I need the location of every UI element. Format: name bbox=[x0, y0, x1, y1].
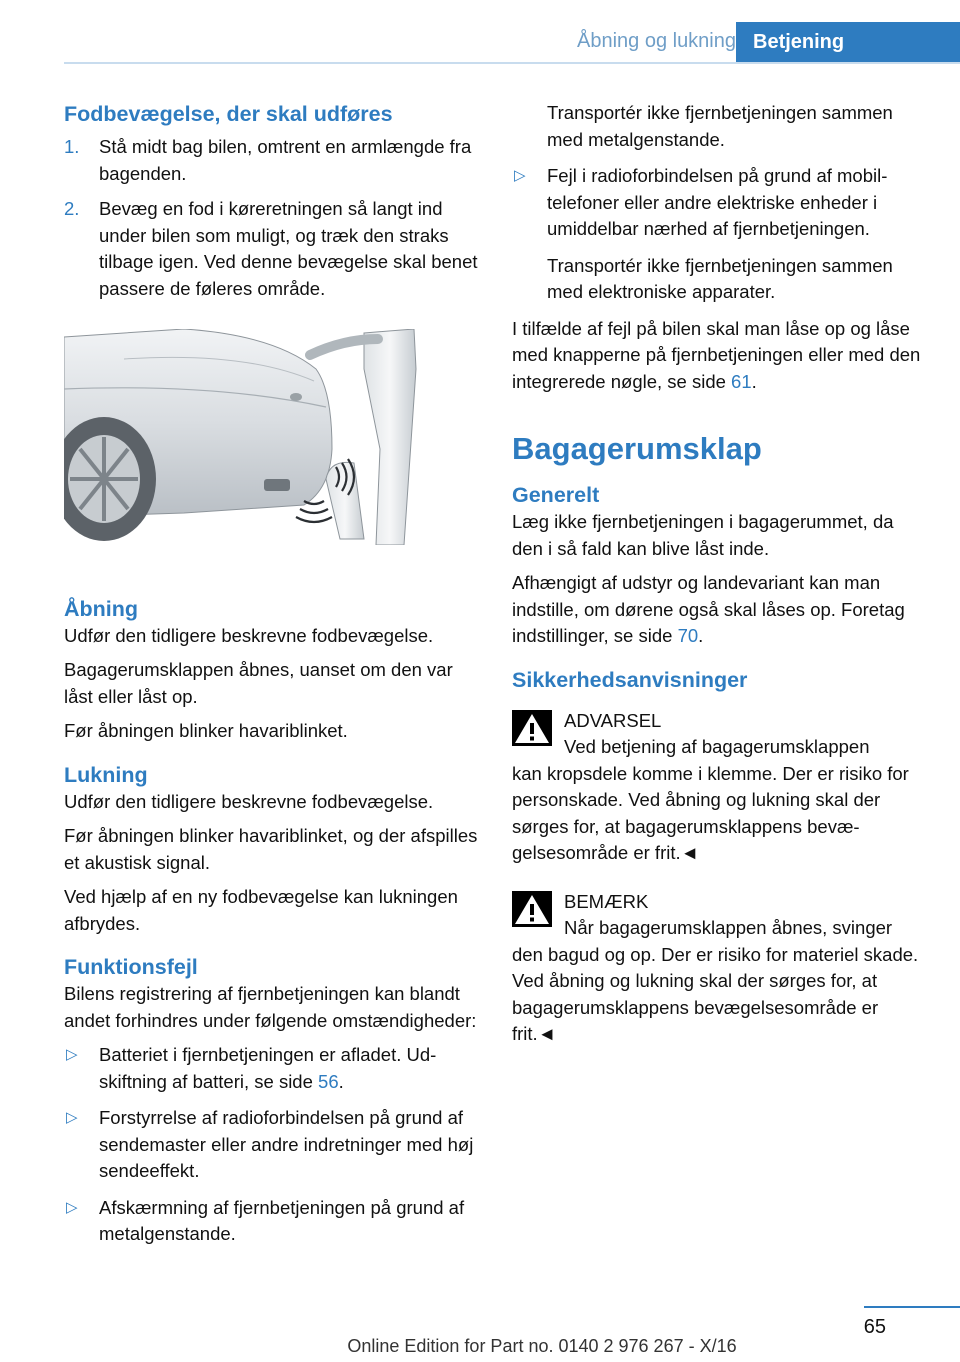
opening-text-3: Før åbningen blinker havariblinket. bbox=[64, 720, 348, 741]
bullet-item bbox=[64, 1105, 482, 1185]
header-divider bbox=[64, 62, 960, 64]
steps-list bbox=[64, 134, 482, 302]
bullet-text: Batteriet i fjernbetjeningen er afladet. Udskiftning af batteri, se side bbox=[99, 1044, 437, 1092]
warning-block bbox=[512, 708, 926, 867]
header-section-title: Åbning og lukning bbox=[576, 30, 736, 52]
page-link-56[interactable]: 56 bbox=[318, 1070, 339, 1092]
step-item bbox=[64, 196, 482, 302]
period: . bbox=[698, 625, 704, 646]
malfunction-text: Bilens registrering af fjernbetjeningen kan blandt andet forhindres under følgende omstændigheder: bbox=[64, 983, 477, 1031]
header-chapter-tab: Betjening bbox=[736, 22, 960, 63]
warning-triangle-icon bbox=[512, 891, 552, 927]
notice-text-first-line: Når bagagerumsklappen åbnes, svinger bbox=[564, 917, 893, 938]
closing-text-2: Før åbningen blinker havariblinket, og der afspilles et akustisk signal. bbox=[64, 825, 478, 873]
page-number: 65 bbox=[863, 1316, 886, 1338]
notice-text: den bagud og op. Der er risiko for materiel skade. Ved åbning og lukning skal der sørges for, at bagagerumsklappens bevægelsesområde er frit.◄ bbox=[512, 943, 919, 1044]
triangle-bullet-icon: ▷ bbox=[514, 167, 526, 184]
heading-general: Generelt bbox=[512, 483, 600, 507]
fault-fallback-body: I tilfælde af fejl på bilen skal man låse op og låse med knapperne på fjernbetjeningen eller med den integrerede nøgle, se side bbox=[512, 317, 921, 392]
warning-text: kan kropsdele komme i klemme. Der er risiko for personskade. Ved åbning og lukning skal der sørges for, at bagagerumsklappens bevægelsesområde er frit.◄ bbox=[512, 762, 909, 863]
bullet-text: Fejl i radioforbindelsen på grund af mobiltelefoner eller andre elektriske enheder i umiddelbar nærhed af fjernbetjeningen. bbox=[547, 165, 888, 239]
bullet-continuation: Transportér ikke fjernbetjeningen sammen med metalgenstande. bbox=[547, 102, 893, 150]
heading-malfunction: Funktionsfejl bbox=[64, 955, 198, 979]
warning-text-first-line: Ved betjening af bagagerumsklappen bbox=[564, 736, 870, 757]
page-link-61[interactable]: 61 bbox=[731, 370, 752, 392]
general-text-2 bbox=[512, 570, 926, 650]
right-column bbox=[512, 100, 926, 1062]
heading-opening: Åbning bbox=[64, 596, 139, 621]
closing-text-3: Ved hjælp af en ny fodbevægelse kan lukningen afbrydes. bbox=[64, 886, 458, 934]
opening-text-2: Bagagerumsklappen åbnes, uanset om den var låst eller låst op. bbox=[64, 659, 453, 707]
step-number: 2. bbox=[64, 198, 80, 219]
triangle-bullet-icon: ▷ bbox=[66, 1046, 78, 1063]
period: . bbox=[338, 1070, 344, 1092]
step-item bbox=[64, 134, 482, 187]
opening-text-1: Udfør den tidligere beskrevne fodbevægelse. bbox=[64, 624, 434, 646]
kick-sensor-illustration bbox=[64, 329, 420, 545]
period: . bbox=[751, 370, 757, 392]
notice-title: BEMÆRK bbox=[564, 890, 649, 912]
heading-foot-movement: Fodbevægelse, der skal udføres bbox=[64, 102, 393, 126]
bullet-item bbox=[64, 1195, 482, 1248]
bullet-text: Forstyrrelse af radioforbindelsen på grund af sendemaster eller andre indretninger med høj sendeeffekt. bbox=[99, 1107, 474, 1181]
step-text: Stå midt bag bilen, omtrent en armlængde fra bagenden. bbox=[99, 136, 472, 184]
notice-block bbox=[512, 889, 926, 1048]
triangle-bullet-icon: ▷ bbox=[66, 1109, 78, 1126]
warning-title: ADVARSEL bbox=[564, 709, 662, 731]
bullet-continuation: Transportér ikke fjernbetjeningen sammen med elektroniske apparater. bbox=[547, 254, 893, 302]
warning-triangle-icon bbox=[512, 710, 552, 746]
page-link-70[interactable]: 70 bbox=[677, 625, 699, 646]
heading-closing: Lukning bbox=[64, 762, 148, 787]
general-text-2-body: Afhængigt af udstyr og landevariant kan man indstille, om dørene også skal låses op. Foretag indstillinger, se side bbox=[512, 572, 905, 646]
heading-safety: Sikkerhedsanvisninger bbox=[512, 667, 748, 692]
bullet-item bbox=[64, 1042, 482, 1095]
heading-tailgate: Bagagerumsklap bbox=[512, 431, 762, 466]
triangle-bullet-icon: ▷ bbox=[66, 1198, 78, 1216]
bullet-item bbox=[512, 163, 926, 243]
fault-fallback-text bbox=[512, 316, 926, 396]
bullet-text: Afskærmning af fjernbetjeningen på grund af metalgenstande. bbox=[99, 1196, 465, 1244]
footer-divider bbox=[864, 1306, 960, 1308]
step-text: Bevæg en fod i køreretningen så langt ind under bilen som muligt, og træk den straks tilbage igen. Ved denne bevægelse skal benet passere de føleres område. bbox=[99, 198, 478, 299]
general-text-1: Læg ikke fjernbetjeningen i bagagerummet, da den i så fald kan blive låst inde. bbox=[512, 511, 894, 559]
footer-edition: Online Edition for Part no. 0140 2 976 267 - X/16 bbox=[347, 1336, 737, 1356]
closing-text-1: Udfør den tidligere beskrevne fodbevægelse. bbox=[64, 790, 434, 812]
step-number: 1. bbox=[64, 136, 80, 157]
left-column bbox=[64, 100, 482, 1258]
